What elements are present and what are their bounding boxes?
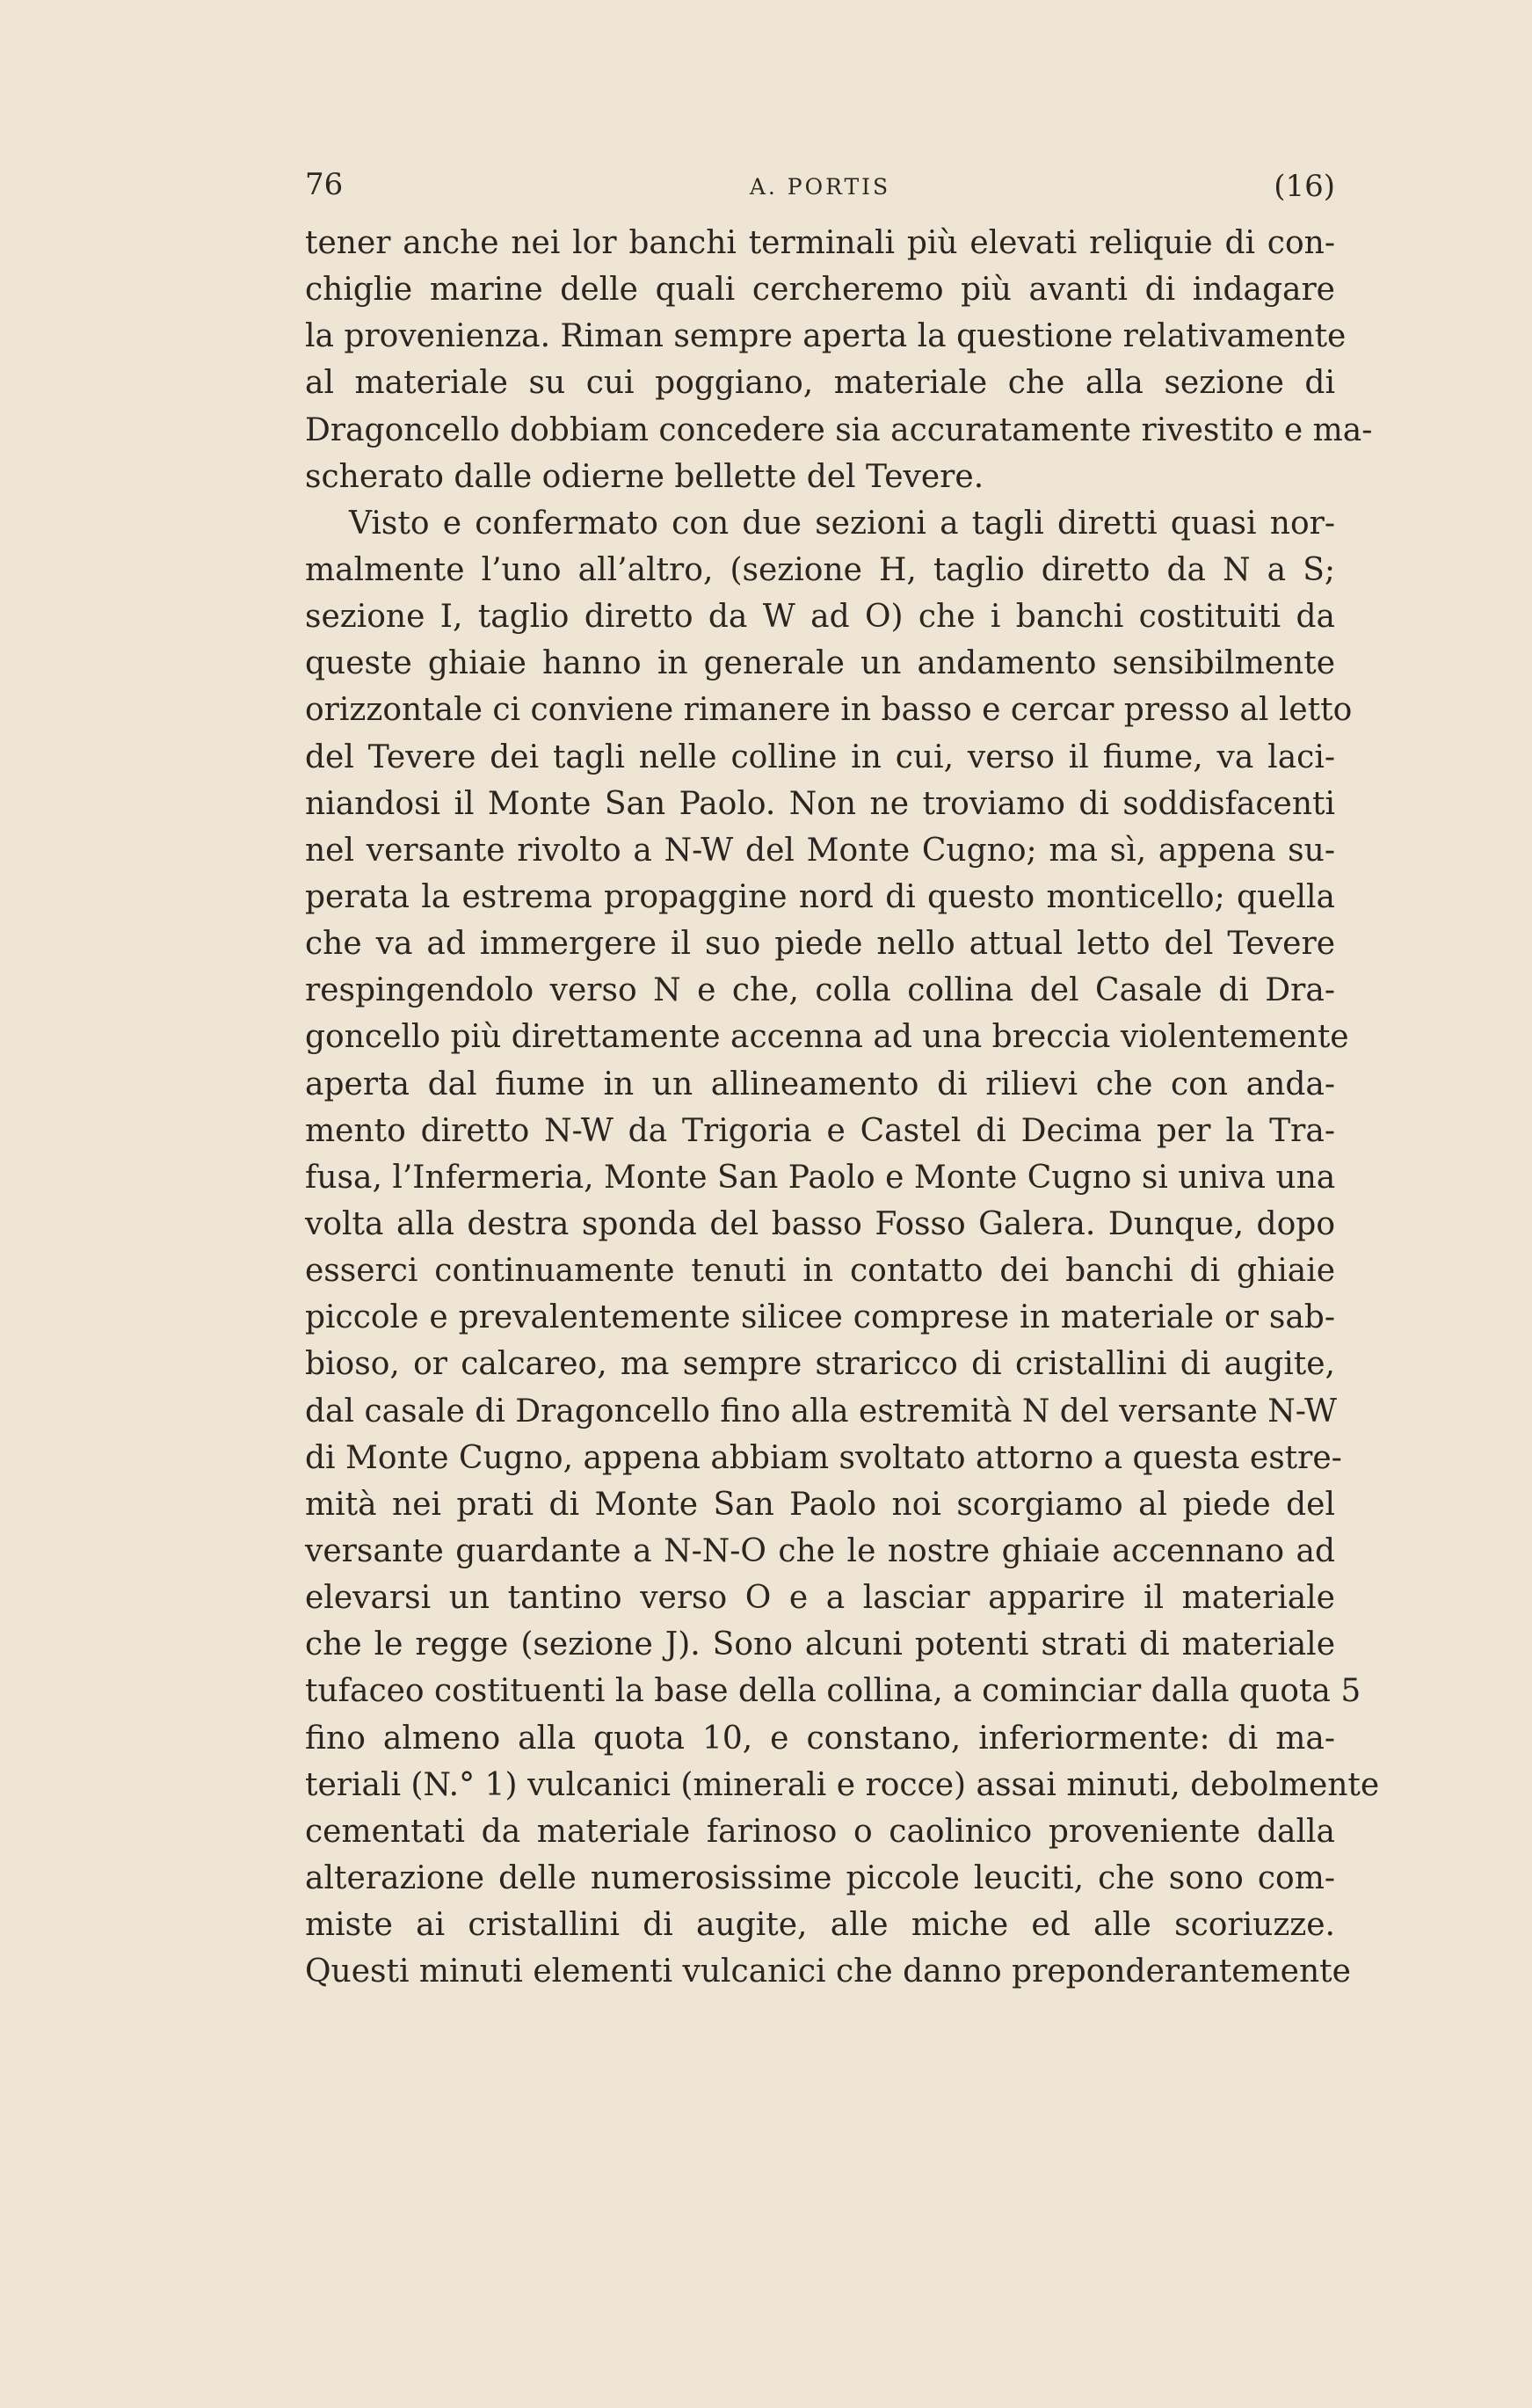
page-number: 76: [305, 167, 344, 202]
text-line: del Tevere dei tagli nelle colline in cui, verso il fiume, va laci-: [305, 738, 1335, 775]
text-line: goncello più direttamente accenna ad una breccia violentemente: [305, 1019, 1349, 1056]
text-line: orizzontale ci conviene rimanere in basso e cercar presso al letto: [305, 692, 1353, 729]
text-line: che le regge (sezione J). Sono alcuni potenti strati di materiale: [305, 1626, 1335, 1663]
text-line: tener anche nei lor banchi terminali più elevati reliquie di con-: [305, 225, 1335, 261]
running-header: [305, 158, 1335, 211]
text-line: queste ghiaie hanno in generale un andamento sensibilmente: [305, 645, 1335, 682]
text-line: respingendolo verso N e che, colla collina del Casale di Dra-: [305, 972, 1335, 1009]
text-line: alterazione delle numerosissime piccole leuciti, che sono com-: [305, 1859, 1335, 1896]
text-line: scherato dalle odierne bellette del Tevere.: [305, 458, 984, 495]
text-line: versante guardante a N-N-O che le nostre ghiaie accennano ad: [305, 1532, 1335, 1569]
text-line: Visto e confermato con due sezioni a tagli diretti quasi nor-: [349, 505, 1335, 542]
text-line: teriali (N.° 1) vulcanici (minerali e rocce) assai minuti, debolmente: [305, 1766, 1380, 1803]
text-line: perata la estrema propaggine nord di questo monticello; quella: [305, 878, 1335, 915]
running-title: A. PORTIS: [749, 174, 891, 200]
text-line: elevarsi un tantino verso O e a lasciar apparire il materiale: [305, 1580, 1335, 1617]
text-line: dal casale di Dragoncello fino alla estremità N del versante N-W: [305, 1393, 1337, 1430]
text-line: aperta dal fiume in un allineamento di rilievi che con anda-: [305, 1066, 1335, 1102]
text-line: malmente l’uno all’altro, (sezione H, taglio diretto da N a S;: [305, 551, 1335, 588]
text-line: mento diretto N-W da Trigoria e Castel di Decima per la Tra-: [305, 1112, 1335, 1149]
text-line: Questi minuti elementi vulcanici che danno preponderantemente: [305, 1953, 1351, 1990]
text-line: di Monte Cugno, appena abbiam svoltato attorno a questa estre-: [305, 1439, 1342, 1476]
text-line: chiglie marine delle quali cercheremo più avanti di indagare: [305, 272, 1335, 309]
text-line: mità nei prati di Monte San Paolo noi scorgiamo al piede del: [305, 1486, 1335, 1523]
text-line: bioso, or calcareo, ma sempre straricco di cristallini di augite,: [305, 1346, 1335, 1383]
sheet-number: (16): [1274, 169, 1335, 204]
text-line: sezione I, taglio diretto da W ad O) che i banchi costituiti da: [305, 599, 1335, 636]
text-line: Dragoncello dobbiam concedere sia accuratamente rivestito e ma-: [305, 411, 1373, 448]
text-line: la provenienza. Riman sempre aperta la questione relativamente: [305, 318, 1347, 355]
text-line: nel versante rivolto a N-W del Monte Cugno; ma sì, appena su-: [305, 832, 1335, 869]
text-line: esserci continuamente tenuti in contatto dei banchi di ghiaie: [305, 1253, 1335, 1290]
text-line: cementati da materiale farinoso o caolinico proveniente dalla: [305, 1813, 1335, 1850]
text-line: tufaceo costituenti la base della collina, a cominciar dalla quota 5: [305, 1673, 1361, 1710]
text-line: fino almeno alla quota 10, e constano, inferiormente: di ma-: [305, 1720, 1335, 1757]
body-text: [305, 220, 1380, 1995]
text-line: che va ad immergere il suo piede nello attual letto del Tevere: [305, 926, 1335, 963]
text-line: miste ai cristallini di augite, alle miche ed alle scoriuzze.: [305, 1907, 1335, 1944]
text-line: al materiale su cui poggiano, materiale che alla sezione di: [305, 365, 1335, 402]
text-line: fusa, l’Infermeria, Monte San Paolo e Monte Cugno si univa una: [305, 1159, 1336, 1196]
text-line: piccole e prevalentemente silicee comprese in materiale or sab-: [305, 1299, 1335, 1336]
text-line: volta alla destra sponda del basso Fosso Galera. Dunque, dopo: [305, 1205, 1335, 1242]
text-line: niandosi il Monte San Paolo. Non ne troviamo di soddisfacenti: [305, 785, 1335, 822]
